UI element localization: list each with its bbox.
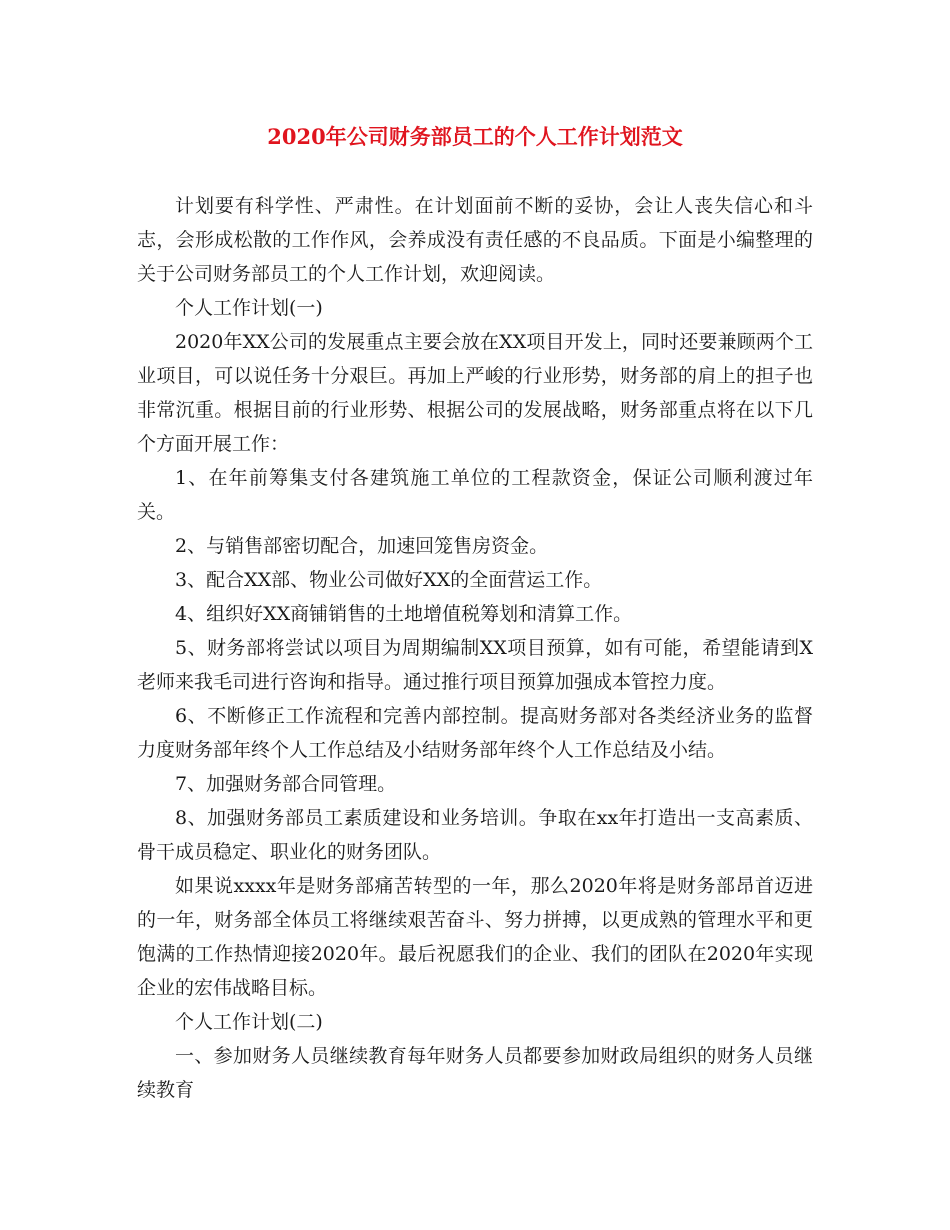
paragraph-plan-1-overview: 2020年XX公司的发展重点主要会放在XX项目开发上，同时还要兼顾两个工业项目，可以说任务十分艰巨。再加上严峻的行业形势，财务部的肩上的担子也非常沉重。根据目前的行业形势、根据公司的发展战略，财务部重点将在以下几个方面开展工作： [137,331,813,455]
list-item-7: 7、加强财务部合同管理。 [175,773,397,795]
document-body [137,189,813,1107]
list-item-6: 6、不断修正工作流程和完善内部控制。提高财务部对各类经济业务的监督力度财务部年终个人工作总结及小结财务部年终个人工作总结及小结。 [137,705,813,761]
section-heading-plan-2: 个人工作计划(二) [175,1011,323,1033]
list-item-5: 5、财务部将尝试以项目为周期编制XX项目预算，如有可能，希望能请到X老师来我毛司进行咨询和指导。通过推行项目预算加强成本管控力度。 [137,637,813,693]
paragraph-intro: 计划要有科学性、严肃性。在计划面前不断的妥协，会让人丧失信心和斗志，会形成松散的工作作风，会养成没有责任感的不良品质。下面是小编整理的关于公司财务部员工的个人工作计划，欢迎阅读。 [137,195,813,285]
list-item-3: 3、配合XX部、物业公司做好XX的全面营运工作。 [175,569,603,591]
list-item-8: 8、加强财务部员工素质建设和业务培训。争取在xx年打造出一支高素质、骨干成员稳定、职业化的财务团队。 [137,807,813,863]
document-title: 2020年公司财务部员工的个人工作计划范文 [267,124,683,149]
paragraph-conclusion: 如果说xxxx年是财务部痛苦转型的一年，那么2020年将是财务部昂首迈进的一年，财务部全体员工将继续艰苦奋斗、努力拼搏，以更成熟的管理水平和更饱满的工作热情迎接2020年。最后祝愿我们的企业、我们的团队在2020年实现企业的宏伟战略目标。 [137,875,813,999]
section-heading-plan-1: 个人工作计划(一) [175,297,323,319]
list-item-4: 4、组织好XX商铺销售的土地增值税筹划和清算工作。 [175,603,633,625]
paragraph-plan-2-item-1: 一、参加财务人员继续教育每年财务人员都要参加财政局组织的财务人员继续教育 [137,1045,813,1101]
list-item-2: 2、与销售部密切配合，加速回笼售房资金。 [175,535,549,557]
list-item-1: 1、在年前筹集支付各建筑施工单位的工程款资金，保证公司顺利渡过年关。 [137,467,813,523]
